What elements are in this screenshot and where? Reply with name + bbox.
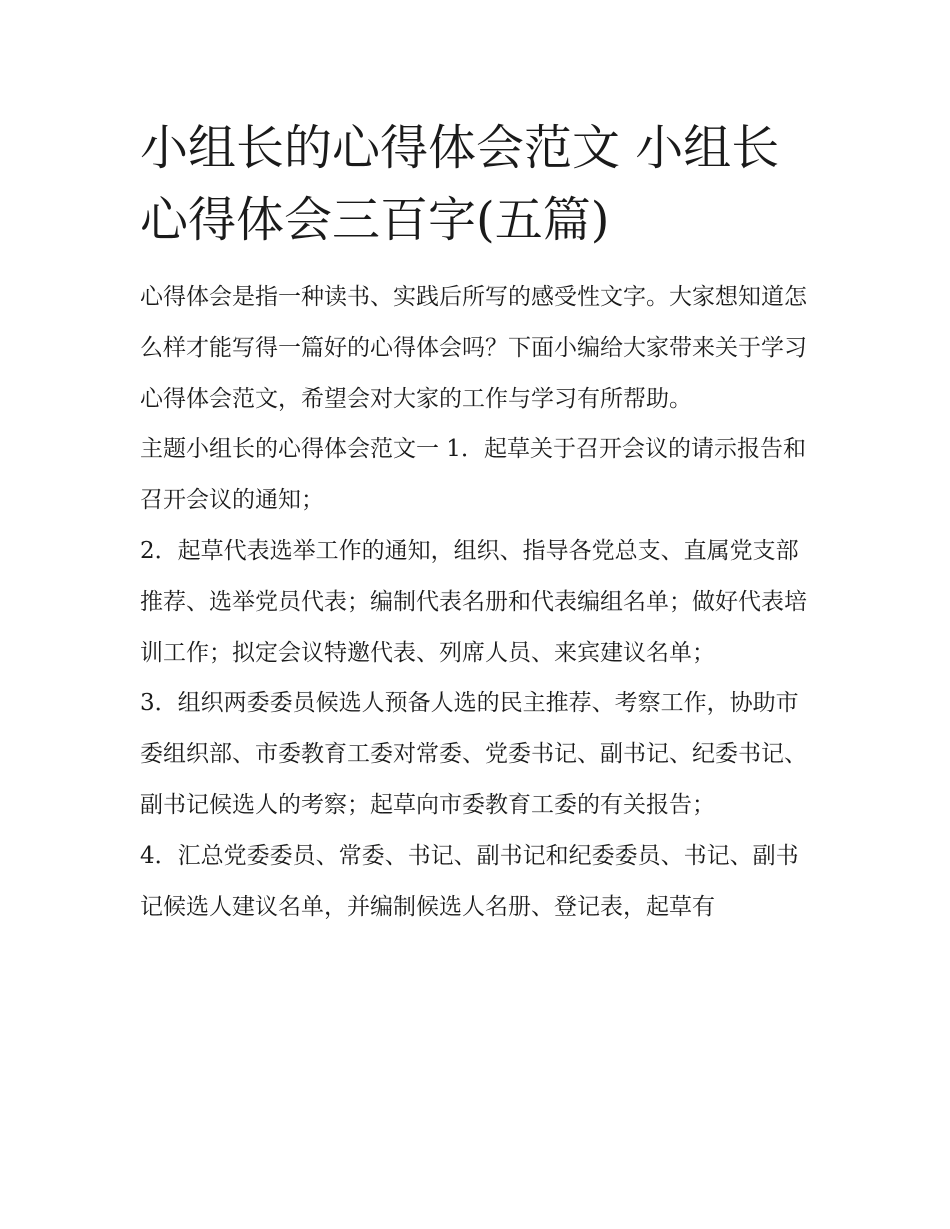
document-title: 小组长的心得体会范文 小组长心得体会三百字(五篇)	[140, 120, 780, 248]
document-content	[140, 112, 815, 932]
paragraph-item-3: 3．组织两委委员候选人预备人选的民主推荐、考察工作，协助市委组织部、市委教育工委对常委、党委书记、副书记、纪委书记、副书记候选人的考察；起草向市委教育工委的有关报告；	[140, 690, 807, 818]
paragraph-item-2: 2．起草代表选举工作的通知，组织、指导各党总支、直属党支部推荐、选举党员代表；编制代表名册和代表编组名单；做好代表培训工作；拟定会议特邀代表、列席人员、来宾建议名单；	[140, 537, 807, 666]
paragraph-item-4: 4．汇总党委委员、常委、书记、副书记和纪委委员、书记、副书记候选人建议名单，并编制候选人名册、登记表，起草有	[140, 842, 799, 920]
paragraph-intro: 心得体会是指一种读书、实践后所写的感受性文字。大家想知道怎么样才能写得一篇好的心得体会吗？下面小编给大家带来关于学习心得体会范文，希望会对大家的工作与学习有所帮助。	[140, 284, 807, 412]
paragraph-item-1: 主题小组长的心得体会范文一 1．起草关于召开会议的请示报告和召开会议的通知；	[140, 436, 806, 514]
